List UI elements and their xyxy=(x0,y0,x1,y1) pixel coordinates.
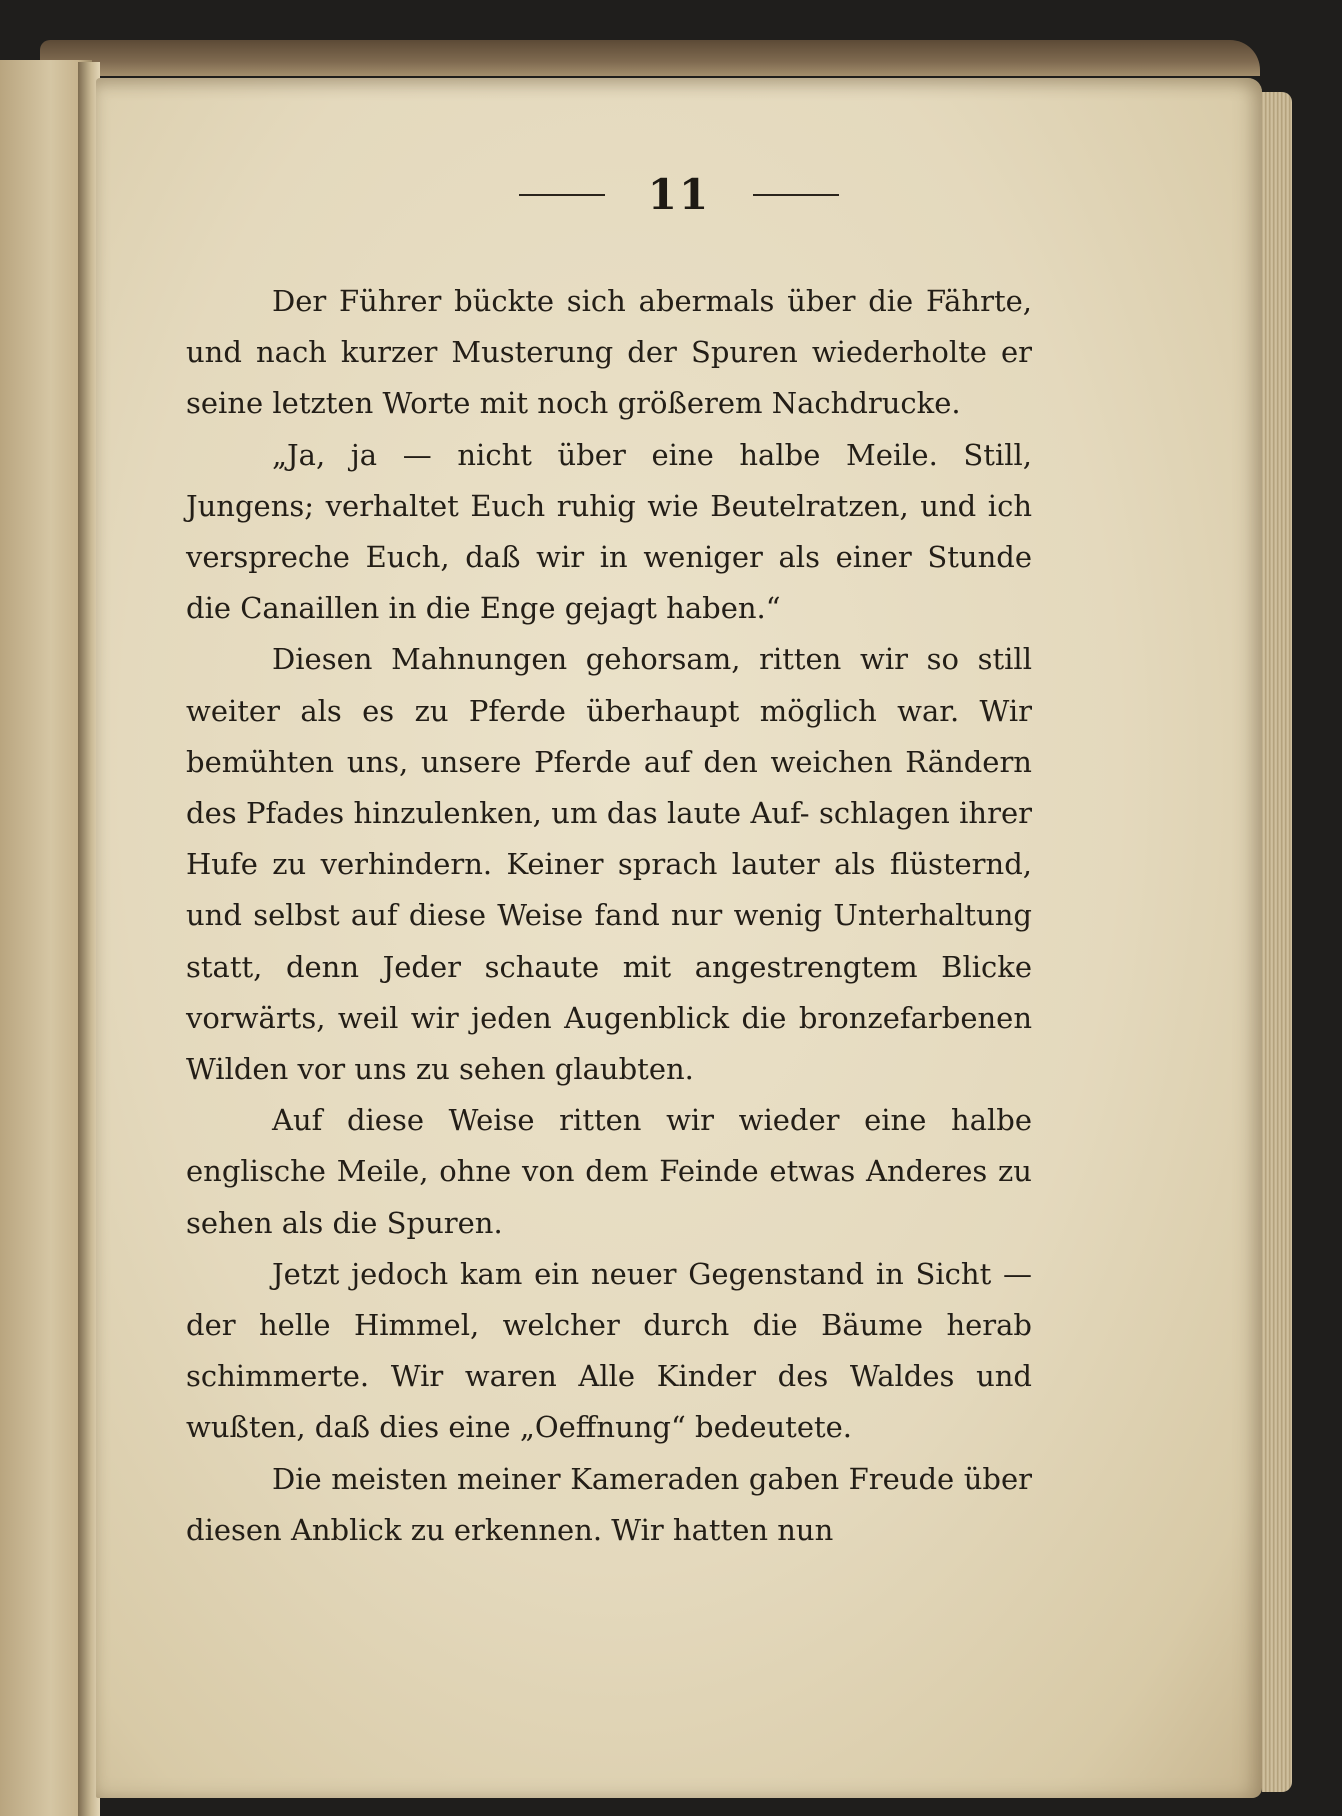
paragraph: Diesen Mahnungen gehorsam, ritten wir so still weiter als es zu Pferde überhaupt möglich war. Wir bemühten uns, unsere Pferde auf den weichen Rändern des Pfades hinzulenken, um das laute Auf- schlagen ihrer Hufe zu verhindern. Keiner sprach lauter als flüsternd, und selbst auf diese Weise fand nur wenig Unterhaltung statt, denn Jeder schaute mit angestrengtem Blicke vorwärts, weil wir jeden Augenblick die bronzefarbenen Wilden vor uns zu sehen glaubten. xyxy=(186,642,1032,1087)
header-rule-right xyxy=(753,194,839,196)
page-header xyxy=(96,170,1262,230)
page-number: 11 xyxy=(647,170,711,219)
paragraph: Auf diese Weise ritten wir wieder eine halbe englische Meile, ohne von dem Feinde etwas Anderes zu sehen als die Spuren. xyxy=(186,1103,1032,1240)
page-stack-edge xyxy=(1262,92,1292,1792)
paragraph: „Ja, ja — nicht über eine halbe Meile. Still, Jungens; verhaltet Euch ruhig wie Beutelratzen, und ich verspreche Euch, daß wir in weniger als einer Stunde die Canaillen in die Enge gejagt haben.“ xyxy=(186,437,1032,626)
book-cover-edge xyxy=(40,40,1260,76)
paragraph: Die meisten meiner Kameraden gaben Freude über diesen Anblick zu erkennen. Wir hatten nun xyxy=(186,1461,1032,1547)
header-rule-left xyxy=(519,194,605,196)
paragraph: Der Führer bückte sich abermals über die Fährte, und nach kurzer Musterung der Spuren wiederholte er seine letzten Worte mit noch größerem Nachdrucke. xyxy=(186,284,1032,421)
paragraph: Jetzt jedoch kam ein neuer Gegenstand in Sicht — der helle Himmel, welcher durch die Bäume herab schimmerte. Wir waren Alle Kinder des Waldes und wußten, daß dies eine „Oeffnung“ bedeutete. xyxy=(186,1256,1032,1445)
body-text xyxy=(186,276,1032,1556)
